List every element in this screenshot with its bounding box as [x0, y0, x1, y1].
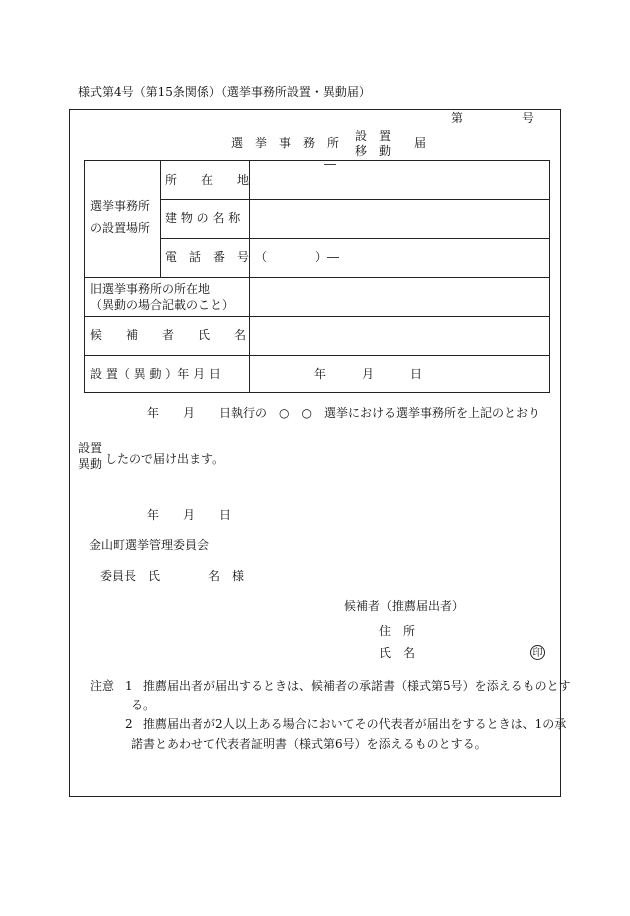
- note-2-number: 2: [125, 717, 133, 731]
- column-divider: [249, 161, 250, 393]
- address-label: 所 在 地: [165, 173, 250, 187]
- building-field[interactable]: [255, 212, 545, 226]
- location-group-label-2: の設置場所: [90, 221, 151, 235]
- chairman-line: 委員長 氏 名 様: [100, 569, 245, 583]
- notes-label: 注意: [90, 679, 115, 693]
- title-option-move: 移 動: [355, 144, 392, 158]
- note-1-text: 推薦届出者が届出するときは、候補者の承諾書（様式第5号）を添えるものとす: [143, 679, 571, 693]
- address-field[interactable]: ―: [324, 157, 336, 171]
- note-1-number: 1: [125, 679, 133, 693]
- location-group-label: 選挙事務所: [90, 199, 151, 213]
- applicant-role: 候補者（推薦届出者）: [344, 599, 465, 613]
- row-divider: [85, 355, 550, 356]
- info-table: [84, 157, 550, 393]
- phone-field[interactable]: （ ）―: [255, 250, 340, 264]
- title-option-setup: 設 置: [355, 129, 392, 143]
- note-2-text: 推薦届出者が2人以上ある場合においてその代表者が届出をするときは、1の承: [143, 717, 567, 731]
- building-label: 建 物 の 名 称: [165, 211, 241, 225]
- form-title: 様式第4号（第15条関係）（選挙事務所設置・異動届）: [78, 85, 371, 99]
- title-suffix: 届: [414, 136, 427, 150]
- date-label: 設 置（ 異 動 ）年 月 日: [90, 367, 221, 381]
- committee-name: 金山町選挙管理委員会: [89, 538, 210, 552]
- applicant-name-label: 氏 名: [379, 646, 416, 660]
- candidate-name-field[interactable]: [255, 329, 545, 343]
- row-divider: [160, 238, 550, 239]
- statement-option-move: 異動: [78, 457, 103, 471]
- column-divider: [160, 161, 161, 277]
- row-divider: [160, 199, 550, 200]
- old-address-note: （異動の場合記載のこと）: [90, 298, 235, 312]
- note-1-text-2: る。: [131, 698, 156, 712]
- seal-stamp-icon: 印: [530, 645, 545, 660]
- document-title: 選 挙 事 務 所: [231, 136, 340, 150]
- statement-option-setup: 設置: [78, 441, 103, 455]
- number-label: 第: [451, 111, 464, 125]
- row-divider: [85, 277, 550, 278]
- number-suffix: 号: [522, 111, 535, 125]
- statement-line-1: 年 月 日執行の ○ ○ 選挙における選挙事務所を上記のとおり: [147, 406, 540, 420]
- note-2-text-2: 諾書とあわせて代表者証明書（様式第6号）を添えるものとする。: [131, 737, 487, 751]
- old-address-label: 旧選挙事務所の所在地: [90, 282, 211, 296]
- date-field[interactable]: 年 月 日: [314, 367, 423, 381]
- row-divider: [85, 316, 550, 317]
- old-address-field[interactable]: [255, 290, 545, 304]
- applicant-address-label: 住 所: [379, 624, 416, 638]
- statement-line-2: したので届け出ます。: [105, 452, 225, 466]
- candidate-label: 候 補 者 氏 名: [90, 328, 247, 342]
- submission-date: 年 月 日: [147, 508, 232, 522]
- phone-label: 電 話 番 号: [165, 250, 250, 264]
